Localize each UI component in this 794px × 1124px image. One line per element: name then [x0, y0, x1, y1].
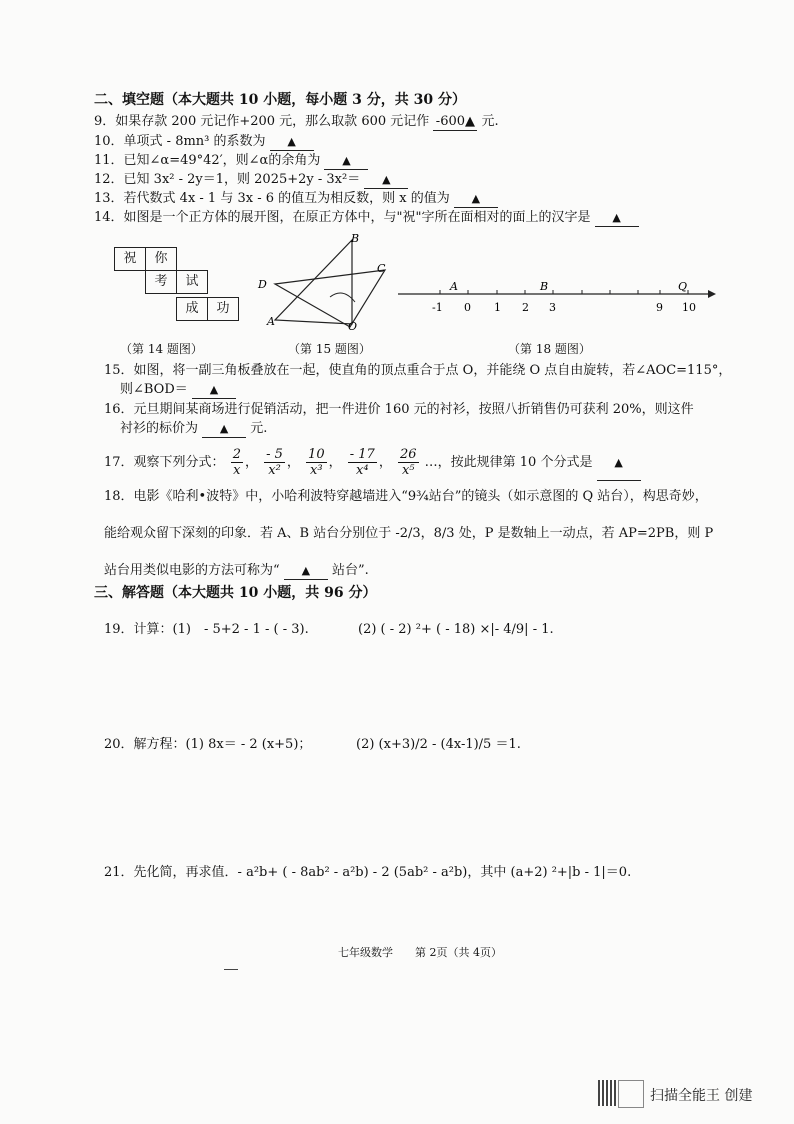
net-cell-1: 祝	[114, 247, 146, 271]
question-19-part-2: (2) ( - 2) ²+ ( - 18) ×|- 4/9| - 1.	[358, 622, 554, 637]
question-12-text: 12．已知 3x² - 2y＝1，则 2025+2y - 3x²＝	[94, 172, 361, 187]
question-10	[94, 133, 314, 151]
question-12-blank: ▲	[364, 171, 408, 189]
question-13-blank: ▲	[454, 190, 498, 208]
figure-15-triangles	[255, 232, 395, 332]
label-a: A	[267, 315, 275, 328]
label-c: C	[377, 262, 386, 275]
question-19-part-1: 19．计算：(1) - 5+2 - 1 - ( - 3).	[104, 622, 309, 637]
net-cell-3: 考	[145, 270, 177, 294]
question-18-prompt: 站台用类似电影的方法可称为“	[104, 563, 280, 578]
scanner-watermark: 扫描全能王 创建	[650, 1088, 753, 1104]
question-18-line-3	[104, 562, 369, 580]
tick-label-minus1: -1	[432, 301, 443, 314]
question-9-suffix: 元.	[481, 114, 499, 129]
question-16-line-2	[120, 420, 267, 438]
figure-18-number-line	[398, 278, 718, 318]
qr-code-icon	[598, 1080, 616, 1106]
fraction-3: $\frac{10}{\text{x³}}$	[308, 447, 325, 478]
section-3-title: 三、解答题（本大题共 10 小题，共 96 分）	[94, 585, 377, 601]
net-cell-4: 试	[176, 270, 208, 294]
question-16-prompt: 衬衫的标价为	[120, 421, 199, 436]
question-16-blank: ▲	[202, 420, 246, 438]
page-footer: 七年级数学 第 2页（共 4页）	[338, 946, 502, 959]
question-18-line-1: 18．电影《哈利•波特》中，小哈利波特穿越墙进入“9¾站台”的镜头（如示意图的 Q 站台），构思奇妙，	[104, 489, 708, 504]
tick-label-9: 9	[656, 301, 663, 314]
fraction-4: $\frac{- 17}{\text{x⁴}}$	[349, 447, 375, 478]
net-cell-5: 成	[176, 297, 208, 321]
question-16-suffix: 元.	[250, 421, 268, 436]
question-14-text: 14．如图是一个正方体的展开图，在原正方体中，与"祝"字所在面相对的面上的汉字是	[94, 210, 591, 225]
question-12	[94, 171, 408, 189]
question-18-suffix: 站台”.	[331, 563, 369, 578]
figure-15-caption: （第 15 题图）	[288, 342, 371, 356]
label-b: B	[351, 232, 360, 245]
question-17-text: 17．观察下列分式：	[104, 455, 225, 470]
question-13-text: 13．若代数式 4x - 1 与 3x - 6 的值互为相反数，则 x 的值为	[94, 191, 450, 206]
question-10-text: 10．单项式 - 8mn³ 的系数为	[94, 134, 266, 149]
figure-14-caption: （第 14 题图）	[120, 342, 203, 356]
question-15-prompt: 则∠BOD＝	[120, 382, 188, 397]
scanner-logo-icon	[618, 1080, 644, 1108]
question-18-line-2: 能给观众留下深刻的印象．若 A、B 站台分别位于 -2/3，8/3 处，P 是数轴上一动点，若 AP=2PB，则 P	[104, 526, 714, 541]
question-20-part-2: (2) (x+3)/2 - (4x-1)/5 ＝1.	[356, 737, 521, 752]
question-9	[94, 113, 499, 131]
question-9-answer: -600▲	[433, 113, 477, 131]
question-15-blank: ▲	[192, 381, 236, 399]
label-d: D	[258, 278, 267, 291]
question-15-line-2	[120, 381, 236, 399]
question-18-blank: ▲	[284, 562, 328, 580]
point-a-label: A	[450, 280, 458, 293]
fraction-5: $\frac{26}{\text{x⁵}}$	[399, 447, 417, 478]
question-17-blank: ▲	[597, 446, 641, 481]
figure-14-cube-net	[114, 247, 234, 332]
tick-label-1: 1	[494, 301, 501, 314]
question-14	[94, 209, 639, 227]
question-21: 21．先化简，再求值．- a²b+ ( - 8ab² - a²b) - 2 (5ab² - a²b)，其中 (a+2) ²+|b - 1|＝0.	[104, 865, 632, 880]
fraction-2: $\frac{- 5}{\text{x²}}$	[266, 447, 283, 478]
question-15-line-1: 15．如图，将一副三角板叠放在一起，使直角的顶点重合于点 O，并能绕 O 点自由旋转，若∠AOC=115°，	[104, 363, 732, 378]
net-cell-6: 功	[207, 297, 239, 321]
label-o: O	[348, 320, 358, 332]
fraction-1: $\frac{2}{x}$	[232, 447, 241, 478]
question-14-blank: ▲	[595, 209, 639, 227]
question-11-text: 11．已知∠α=49°42′，则∠α的余角为	[94, 153, 321, 168]
question-17-tail: …，按此规律第 10 个分式是	[424, 455, 593, 470]
tick-label-10: 10	[682, 301, 696, 314]
tick-label-3: 3	[549, 301, 556, 314]
point-q-label: Q	[678, 280, 688, 293]
figure-18-caption: （第 18 题图）	[508, 342, 591, 356]
question-10-blank: ▲	[270, 133, 314, 151]
question-9-text: 9．如果存款 200 元记作+200 元，那么取款 600 元记作	[94, 114, 430, 129]
tick-label-2: 2	[522, 301, 529, 314]
question-11	[94, 152, 368, 170]
question-13	[94, 190, 498, 208]
question-20-part-1: 20．解方程：(1) 8x＝ - 2 (x+5)；	[104, 737, 312, 752]
footer-mark	[224, 969, 238, 970]
net-cell-2: 你	[145, 247, 177, 271]
section-2-title: 二、填空题（本大题共 10 小题，每小题 3 分，共 30 分）	[94, 92, 466, 108]
point-b-label: B	[540, 280, 549, 293]
question-17: 17．观察下列分式： $\frac{2}{x}$ ， $\frac{- 5}{\text{x²}}$ ， $\frac{10}{\text{x³}}$ ， $\frac{- 17}{\text{x⁴}}$ ， $\frac{26}{\text{x⁵}}$ …，按此规律第 10 个分式是 ▲	[104, 446, 641, 481]
question-11-blank: ▲	[324, 152, 368, 170]
question-16-line-1: 16．元旦期间某商场进行促销活动，把一件进价 160 元的衬衫，按照八折销售仍可获利 20%，则这件	[104, 402, 694, 417]
tick-label-0: 0	[464, 301, 471, 314]
